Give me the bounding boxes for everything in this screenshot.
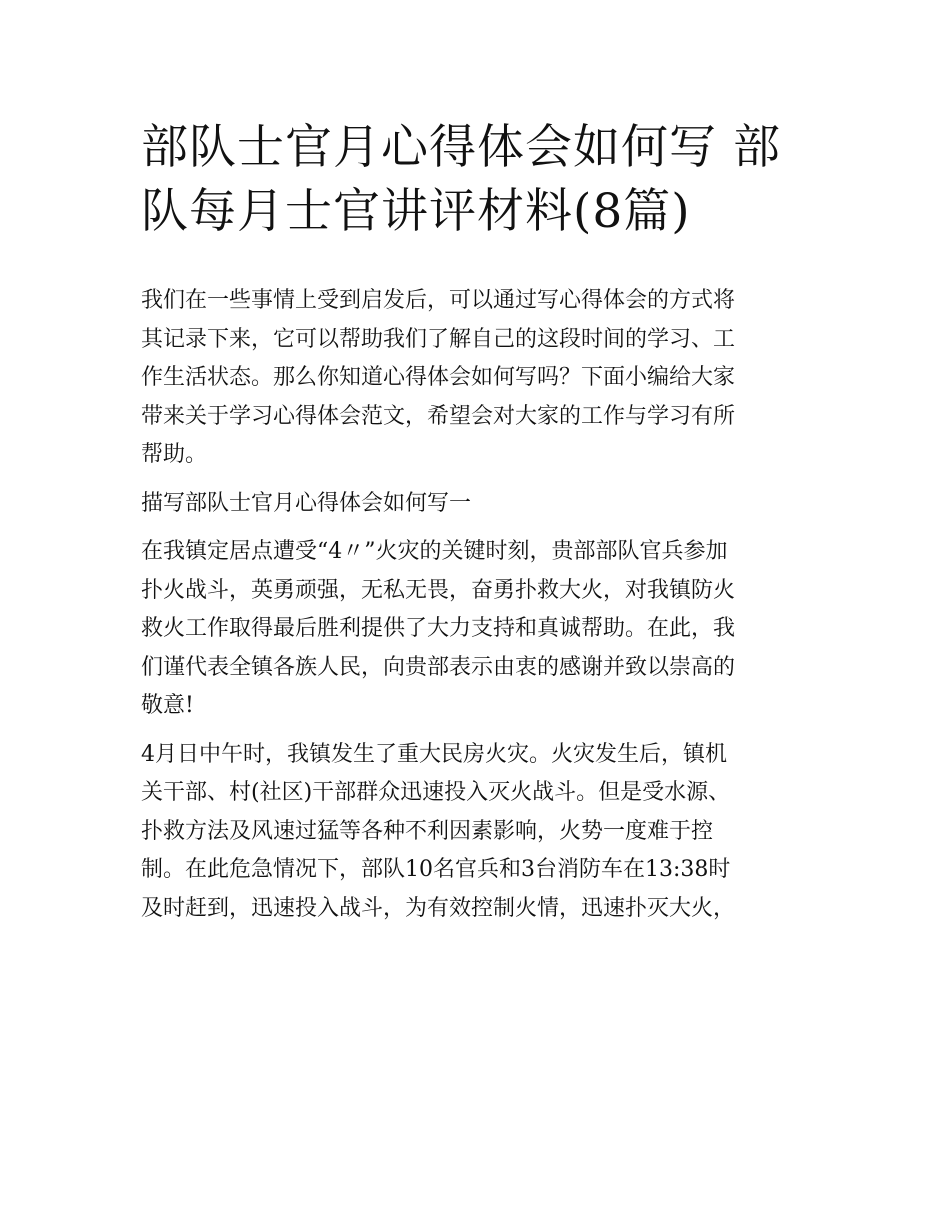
text-line: 4月日中午时，我镇发生了重大民房火灾。火灾发生后，镇机 [141, 741, 727, 767]
text-line: 制。在此危急情况下，部队10名官兵和3台消防车在13:38时 [141, 857, 731, 882]
document-body [141, 282, 821, 938]
text-line: 敬意! [141, 693, 194, 718]
paragraph-fire-account [141, 736, 821, 929]
paragraph-thanks [141, 533, 821, 726]
text-line: 其记录下来，它可以帮助我们了解自己的这段时间的学习、工 [141, 326, 736, 352]
text-line: 带来关于学习心得体会范文，希望会对大家的工作与学习有所 [141, 403, 736, 429]
text-line: 们谨代表全镇各族人民，向贵部表示由衷的感谢并致以崇高的 [141, 654, 736, 680]
text-line: 作生活状态。那么你知道心得体会如何写吗？下面小编给大家 [141, 365, 736, 390]
title-line: 队每月士官讲评材料(8篇) [141, 184, 691, 239]
text-line: 及时赶到，迅速投入战斗，为有效控制火情，迅速扑灭大火， [141, 895, 736, 921]
section-heading [141, 485, 821, 524]
text-line: 扑火战斗，英勇顽强，无私无畏，奋勇扑救大火，对我镇防火 [141, 577, 736, 603]
text-line: 救火工作取得最后胜利提供了大力支持和真诚帮助。在此，我 [141, 616, 736, 641]
document-title [141, 116, 821, 244]
text-line: 扑救方法及风速过猛等各种不利因素影响，火势一度难于控 [141, 818, 714, 844]
text-line: 我们在一些事情上受到启发后，可以通过写心得体会的方式将 [141, 288, 736, 313]
text-line: 描写部队士官月心得体会如何写一 [141, 490, 472, 516]
title-line: 部队士官月心得体会如何写 部 [141, 120, 781, 175]
paragraph-intro [141, 282, 821, 475]
text-line: 关干部、村(社区)干部群众迅速投入灭火战斗。但是受水源、 [141, 780, 731, 805]
text-line: 在我镇定居点遭受“4〃”火灾的关键时刻，贵部部队官兵参加 [141, 539, 728, 564]
text-line: 帮助。 [141, 442, 208, 467]
